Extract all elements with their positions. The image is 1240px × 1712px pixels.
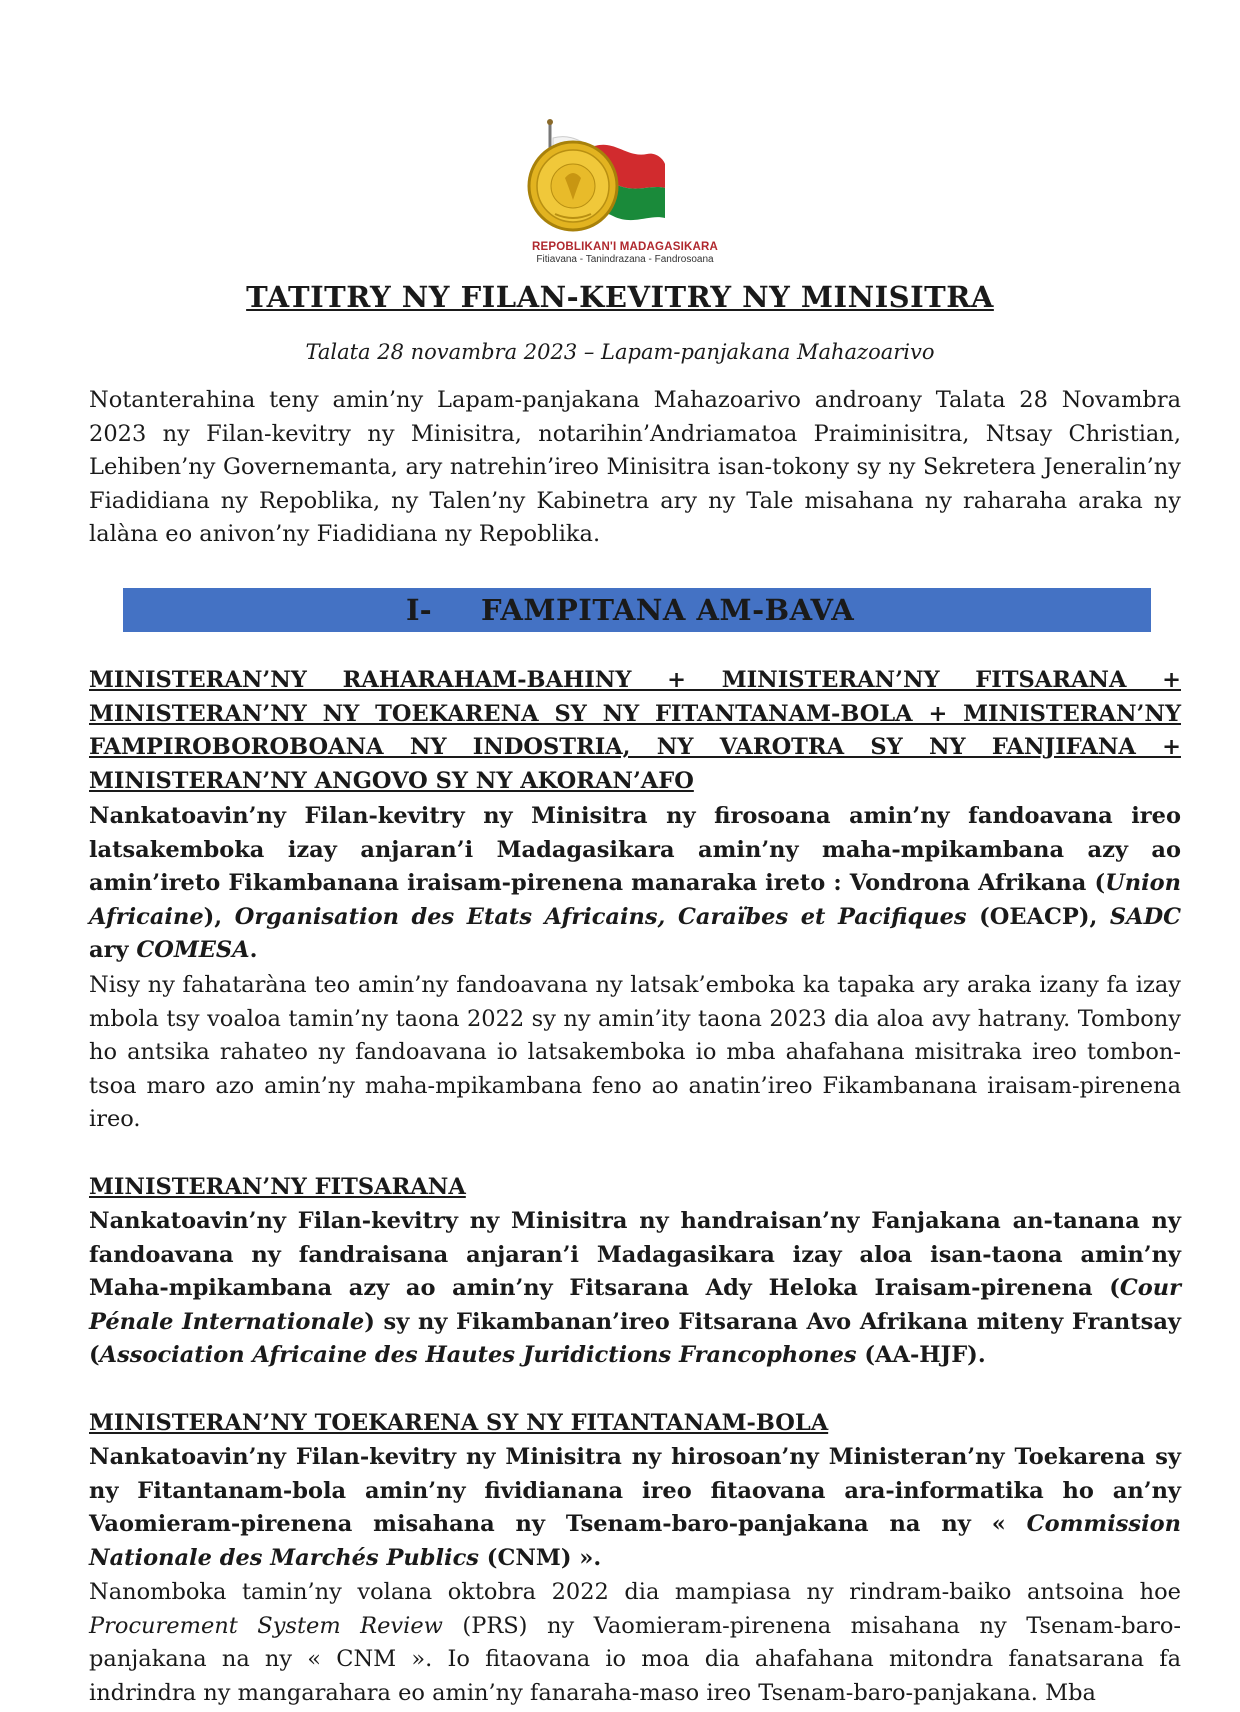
decision-paragraph-3: Nankatoavin’ny Filan-kevitry ny Minisitra ny hirosoan’ny Ministeran’ny Toekarena sy ny Fitantanam-bola amin’ny fividianana ireo fitaovana ara-informatika ho an’ny Vaomieram-pirenena misahana ny Tsenam-baro-panjakana na ny « Commission Nationale des Marchés Publics (CNM) ». — [89, 1444, 1181, 1571]
body-paragraph-3: Nanomboka tamin’ny volana oktobra 2022 dia mampiasa ny rindram-baiko antsoina hoe Procurement System Review (PRS) ny Vaomieram-pirenena misahana ny Tsenam-baro-panjakana na ny « CNM ». Io fitaovana io moa dia ahafahana mitondra fanatsarana fa indrindra ny mangarahara eo amin’ny fanaraha-maso ireo Tsenam-baro-panjakana. Mba — [89, 1579, 1181, 1706]
document-subtitle: Talata 28 novambra 2023 – Lapam-panjakana Mahazoarivo — [305, 340, 935, 364]
section-header — [123, 588, 1151, 632]
section-title: FAMPITANA AM-BAVA — [481, 593, 855, 627]
country-name: REPOBLIKAN'I MADAGASIKARA — [532, 241, 718, 253]
logo-caption — [505, 240, 745, 266]
seal-icon — [529, 142, 617, 230]
section-number: I- — [406, 593, 432, 627]
decision-paragraph-1: Nankatoavin’ny Filan-kevitry ny Minisitra ny firosoana amin’ny fandoavana ireo latsakemboka izay anjaran’i Madagasikara amin’ny maha-mpikambana azy ao amin’ireto Fikambanana iraisam-pirenena manaraka ireto : Vondrona Afrikana (Union Africaine), Organisation des Etats Africains, Caraïbes et Pacifiques (OEACP), SADC ary COMESA. — [89, 803, 1182, 964]
ministry-heading-1: MINISTERAN’NY RAHARAHAM-BAHINY + MINISTERAN’NY FITSARANA + MINISTERAN’NY NY TOEKARENA SY NY FITANTANAM-BOLA + MINISTERAN’NY FAMPIROBOROBOANA NY INDOSTRIA, NY VAROTRA SY NY FANJIFANA + MINISTERAN’NY ANGOVO SY NY AKORAN’AFO — [89, 667, 1181, 794]
decision-paragraph-2: Nankatoavin’ny Filan-kevitry ny Minisitra ny handraisan’ny Fanjakana an-tanana ny fandoavana ny fandraisana anjaran’i Madagasikara izay aloa isan-taona amin’ny Maha-mpikambana azy ao amin’ny Fitsarana Ady Heloka Iraisam-pirenena (Cour Pénale Internationale) sy ny Fikambanan’ireo Fitsarana Avo Afrikana miteny Frantsay (Association Africaine des Hautes Juridictions Francophones (AA-HJF). — [89, 1208, 1181, 1369]
body-paragraph-1: Nisy ny fahataràna teo amin’ny fandoavana ny latsak’emboka ka tapaka ary araka izany fa izay mbola tsy voaloa tamin’ny taona 2022 sy ny amin’ity taona 2023 dia aloa avy hatrany. Tombony ho antsika rahateo ny fandoavana io latsakemboka io mba ahafahana misitraka ireo tombon-tsoa maro azo amin’ny maha-mpikambana feno ao anatin’ireo Fikambanana iraisam-pirenena ireo. — [89, 972, 1181, 1133]
document-title: TATITRY NY FILAN-KEVITRY NY MINISITRA — [246, 280, 994, 314]
ministry-heading-3: MINISTERAN’NY TOEKARENA SY NY FITANTANAM-BOLA — [89, 1410, 829, 1436]
ministry-heading-2: MINISTERAN’NY FITSARANA — [89, 1174, 466, 1200]
intro-paragraph: Notanterahina teny amin’ny Lapam-panjakana Mahazoarivo androany Talata 28 Novambra 2023 ny Filan-kevitry ny Minisitra, notarihin’Andriamatoa Praiminisitra, Ntsay Christian, Lehiben’ny Governemanta, ary natrehin’ireo Minisitra isan-tokony sy ny Sekretera Jeneralin’ny Fiadidiana ny Repoblika, ny Talen’ny Kabinetra ary ny Tale misahana ny raharaha araka ny lalàna eo anivon’ny Fiadidiana ny Repoblika. — [89, 387, 1181, 548]
motto: Fitiavana - Tanindrazana - Fandrosoana — [536, 254, 714, 265]
